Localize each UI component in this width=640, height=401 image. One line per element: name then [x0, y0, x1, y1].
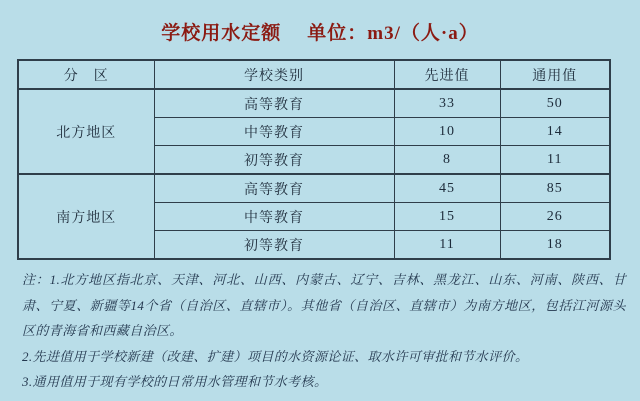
general-value-cell: 14	[500, 118, 610, 146]
table-row	[18, 174, 610, 203]
region-cell-north: 北方地区	[18, 89, 154, 174]
general-value-cell: 85	[500, 174, 610, 203]
category-cell: 中等教育	[154, 203, 394, 231]
title-unit: 单位：m3/（人·a）	[307, 23, 479, 44]
category-cell: 中等教育	[154, 118, 394, 146]
category-cell: 初等教育	[154, 231, 394, 260]
general-value-cell: 11	[500, 146, 610, 175]
general-value-cell: 50	[500, 89, 610, 118]
advanced-value-cell: 15	[394, 203, 500, 231]
advanced-value-cell: 10	[394, 118, 500, 146]
category-cell: 初等教育	[154, 146, 394, 175]
water-quota-table	[17, 59, 611, 260]
advanced-value-cell: 8	[394, 146, 500, 175]
table-row	[18, 89, 610, 118]
footnote-1: 注：1.北方地区指北京、天津、河北、山西、内蒙古、辽宁、吉林、黑龙江、山东、河南、陕西、甘肃、宁夏、新疆等14个省（自治区、直辖市）。其他省（自治区、直辖市）为南方地区，包括江河源头区的青海省和西藏自治区。	[22, 272, 626, 338]
advanced-value-cell: 11	[394, 231, 500, 260]
footnote-3: 3.通用值用于现有学校的日常用水管理和节水考核。	[22, 374, 328, 389]
header-category: 学校类别	[154, 60, 394, 89]
category-cell: 高等教育	[154, 174, 394, 203]
general-value-cell: 26	[500, 203, 610, 231]
region-cell-south: 南方地区	[18, 174, 154, 259]
header-region: 分 区	[18, 60, 154, 89]
table-header-row	[18, 60, 610, 89]
category-cell: 高等教育	[154, 89, 394, 118]
header-advanced-value: 先进值	[394, 60, 500, 89]
advanced-value-cell: 33	[394, 89, 500, 118]
header-general-value: 通用值	[500, 60, 610, 89]
advanced-value-cell: 45	[394, 174, 500, 203]
general-value-cell: 18	[500, 231, 610, 260]
title-text: 学校用水定额	[161, 23, 282, 44]
page-title	[0, 18, 640, 45]
footnotes	[22, 267, 626, 395]
footnote-2: 2.先进值用于学校新建（改建、扩建）项目的水资源论证、取水许可审批和节水评价。	[22, 348, 529, 364]
